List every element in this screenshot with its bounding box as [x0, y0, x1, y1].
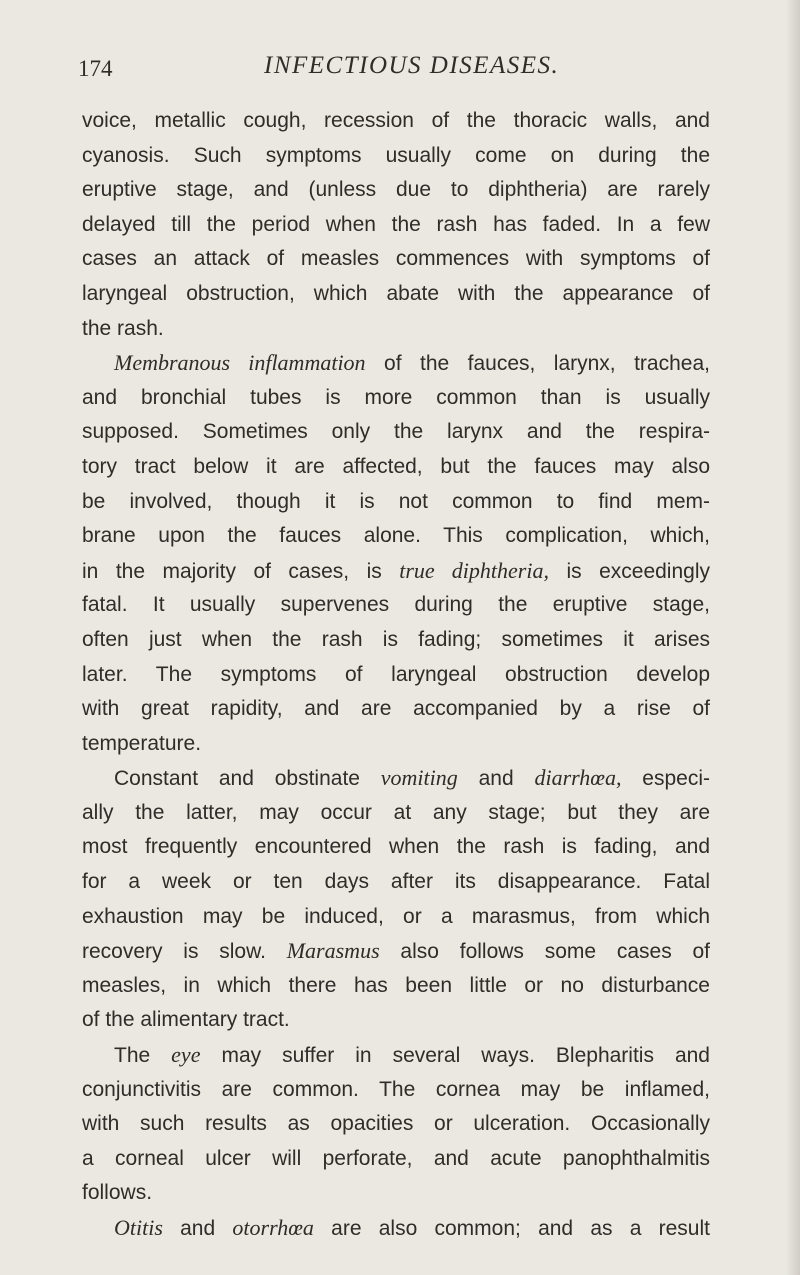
text-line [82, 1003, 710, 1038]
text-segment: tory tract below it are affected, but the fauces may also [82, 454, 710, 478]
text-segment: The [114, 1044, 172, 1068]
text-segment: cyanosis. Such symptoms usually come on during the [82, 143, 710, 167]
text-segment: a corneal ulcer will perforate, and acute panophthalmitis [82, 1146, 710, 1170]
text-segment: is exceedingly [548, 559, 710, 583]
text-segment: be involved, though it is not common to find mem- [82, 489, 710, 513]
text-segment: often just when the rash is fading; sometimes it arises [82, 627, 710, 651]
text-segment: fatal. It usually supervenes during the eruptive stage, [82, 593, 710, 617]
text-segment: later. The symptoms of laryngeal obstruction develop [82, 662, 710, 686]
text-line [82, 519, 710, 554]
text-segment: measles, in which there has been little or no disturbance [82, 973, 710, 997]
text-segment: Constant and obstinate [114, 767, 381, 791]
text-line [82, 761, 710, 796]
page-edge-shadow [786, 0, 800, 1275]
text-line [82, 1107, 710, 1142]
text-segment: in the majority of cases, is [82, 559, 400, 583]
text-segment: especi- [621, 767, 710, 791]
text-line [82, 104, 710, 139]
text-line [82, 381, 710, 416]
text-segment: voice, metallic cough, recession of the thoracic walls, and [82, 109, 710, 132]
italic-term: Otitis [114, 1215, 163, 1240]
text-segment: with great rapidity, and are accompanied by a rise of [82, 697, 710, 721]
text-line [82, 208, 710, 243]
text-segment: laryngeal obstruction, which abate with the appearance of [82, 281, 710, 305]
text-segment: conjunctivitis are common. The cornea may be inflamed, [82, 1077, 710, 1101]
text-line [82, 346, 710, 381]
text-line [82, 173, 710, 208]
italic-term: eye [171, 1042, 201, 1068]
text-line [82, 1073, 710, 1108]
italic-term: Marasmus [286, 938, 380, 964]
text-segment: the rash. [82, 316, 164, 340]
text-segment: of the fauces, larynx, trachea, [365, 352, 710, 376]
italic-term: otorrhœa [232, 1215, 314, 1240]
text-line [82, 934, 710, 969]
text-line [82, 900, 710, 935]
text-segment: and bronchial tubes is more common than is usually [82, 385, 710, 409]
text-line [82, 969, 710, 1004]
italic-term: vomiting [380, 765, 458, 791]
text-segment: are also common; and as a result [313, 1217, 710, 1240]
text-line [82, 658, 710, 693]
text-line [82, 796, 710, 831]
page-number: 174 [78, 56, 113, 81]
text-line [82, 623, 710, 658]
text-segment: supposed. Sometimes only the larynx and the respira- [82, 420, 710, 444]
text-line [82, 485, 710, 520]
running-head: INFECTIOUS DISEASES. [264, 52, 560, 79]
text-line [82, 830, 710, 865]
text-line [82, 312, 710, 347]
text-segment: eruptive stage, and (unless due to diphtheria) are rarely [82, 178, 710, 202]
italic-term: true diphtheria, [399, 557, 549, 583]
text-line [82, 242, 710, 277]
italic-term: diarrhœa, [534, 765, 622, 791]
text-segment: and [162, 1217, 233, 1240]
text-segment: and [457, 767, 535, 791]
text-line [82, 139, 710, 174]
text-segment: for a week or ten days after its disappearance. Fatal [82, 870, 710, 894]
text-line [82, 1038, 710, 1073]
text-line [82, 588, 710, 623]
text-segment: follows. [82, 1181, 153, 1205]
text-line [82, 1142, 710, 1177]
text-segment: brane upon the fauces alone. This complication, which, [82, 524, 710, 548]
text-segment: cases an attack of measles commences with symptoms of [82, 247, 710, 271]
text-segment: recovery is slow. [82, 940, 287, 964]
text-line [82, 1211, 710, 1246]
text-line [82, 554, 710, 589]
text-line [82, 450, 710, 485]
text-segment: delayed till the period when the rash has faded. In a few [82, 212, 710, 236]
text-segment: also follows some cases of [379, 940, 710, 964]
text-segment: of the alimentary tract. [82, 1008, 290, 1032]
body-text [82, 104, 710, 1246]
text-line [82, 277, 710, 312]
text-segment: exhaustion may be induced, or a marasmus, from which [82, 904, 710, 928]
text-segment: temperature. [82, 731, 202, 755]
text-segment: ally the latter, may occur at any stage; but they are [82, 800, 710, 824]
text-segment: most frequently encountered when the rash is fading, and [82, 835, 710, 859]
text-segment: with such results as opacities or ulceration. Occasionally [82, 1112, 710, 1136]
text-line [82, 727, 710, 762]
page-header [78, 50, 778, 90]
text-line [82, 865, 710, 900]
italic-term: Membranous inflammation [114, 350, 366, 376]
text-segment: may suffer in several ways. Blepharitis and [200, 1044, 710, 1068]
text-line [82, 415, 710, 450]
text-line [82, 692, 710, 727]
text-line [82, 1176, 710, 1211]
